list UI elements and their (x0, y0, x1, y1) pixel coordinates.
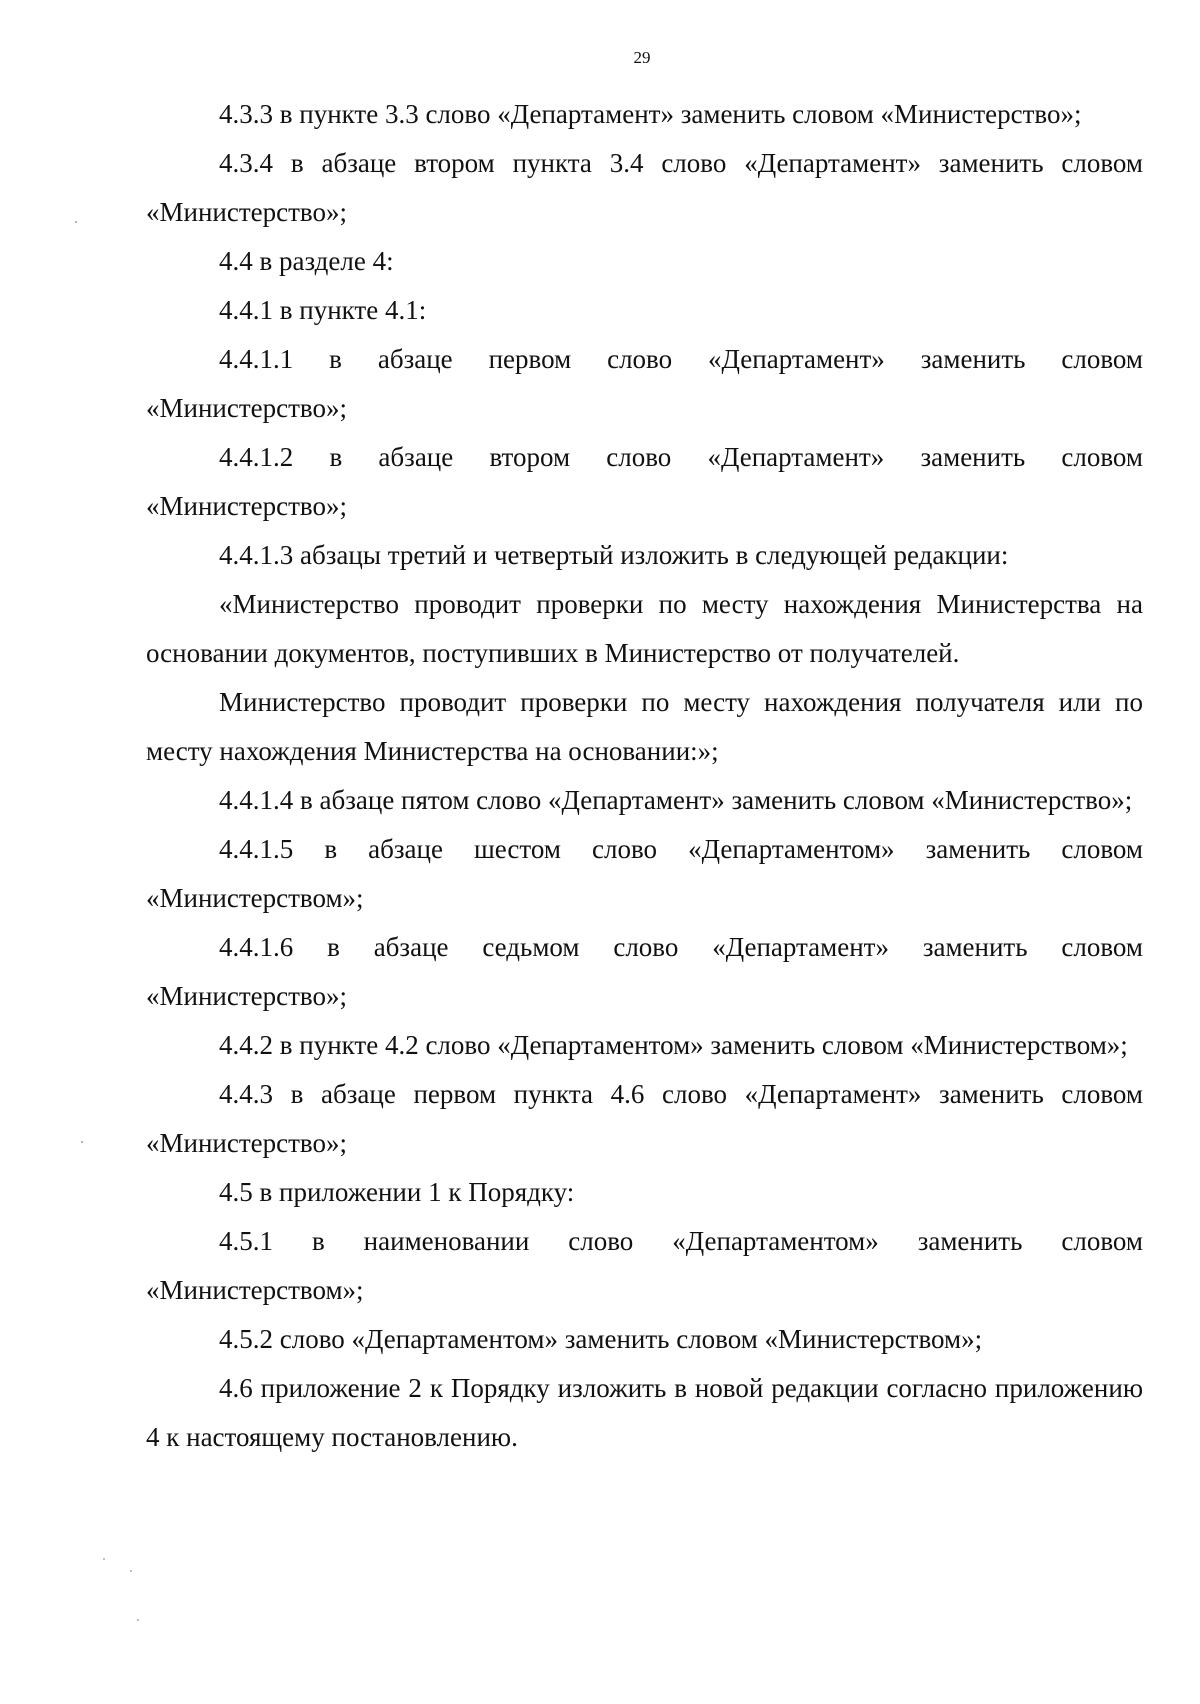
page-number: 29 (633, 48, 651, 67)
paragraph-4-5: 4.5 в приложении 1 к Порядку: (219, 1177, 575, 1207)
paragraph-4-4: 4.4 в разделе 4: (219, 246, 394, 276)
paragraph-4-4-1-5: 4.4.1.5 в абзаце шестом слово «Департаментом» заменить словом «Министерством»; (146, 834, 1143, 913)
paragraph-4-4-3: 4.4.3 в абзаце первом пункта 4.6 слово «Департамент» заменить словом «Министерство»; (146, 1079, 1143, 1158)
paragraph-4-4-2: 4.4.2 в пункте 4.2 слово «Департаментом» заменить словом «Министерством»; (219, 1030, 1128, 1060)
paragraph-4-5-2: 4.5.2 слово «Департаментом» заменить словом «Министерством»; (219, 1324, 983, 1354)
paragraph-4-6: 4.6 приложение 2 к Порядку изложить в новой редакции согласно приложению 4 к настоящему постановлению. (146, 1373, 1143, 1452)
paragraph-4-4-1-2: 4.4.1.2 в абзаце втором слово «Департамент» заменить словом «Министерство»; (146, 442, 1143, 521)
paragraph-4-3-4: 4.3.4 в абзаце втором пункта 3.4 слово «Департамент» заменить словом «Министерство»; (146, 148, 1143, 227)
paragraph-4-4-1-4: 4.4.1.4 в абзаце пятом слово «Департамент» заменить словом «Министерство»; (219, 785, 1133, 815)
quoted-paragraph-2: Министерство проводит проверки по месту нахождения получателя или по месту нахождения Министерства на основании:»; (146, 687, 1143, 766)
paragraph-4-4-1: 4.4.1 в пункте 4.1: (219, 295, 427, 325)
document-body (146, 90, 1143, 1462)
quoted-paragraph-1: «Министерство проводит проверки по месту нахождения Министерства на основании документов, поступивших в Министерство от получателей. (146, 589, 1143, 668)
paragraph-4-5-1: 4.5.1 в наименовании слово «Департаментом» заменить словом «Министерством»; (146, 1226, 1143, 1305)
paragraph-4-4-1-1: 4.4.1.1 в абзаце первом слово «Департамент» заменить словом «Министерство»; (146, 344, 1143, 423)
paragraph-4-4-1-6: 4.4.1.6 в абзаце седьмом слово «Департамент» заменить словом «Министерство»; (146, 932, 1143, 1011)
paragraph-4-3-3: 4.3.3 в пункте 3.3 слово «Департамент» заменить словом «Министерство»; (219, 99, 1082, 129)
paragraph-4-4-1-3: 4.4.1.3 абзацы третий и четвертый изложить в следующей редакции: (219, 540, 1009, 570)
